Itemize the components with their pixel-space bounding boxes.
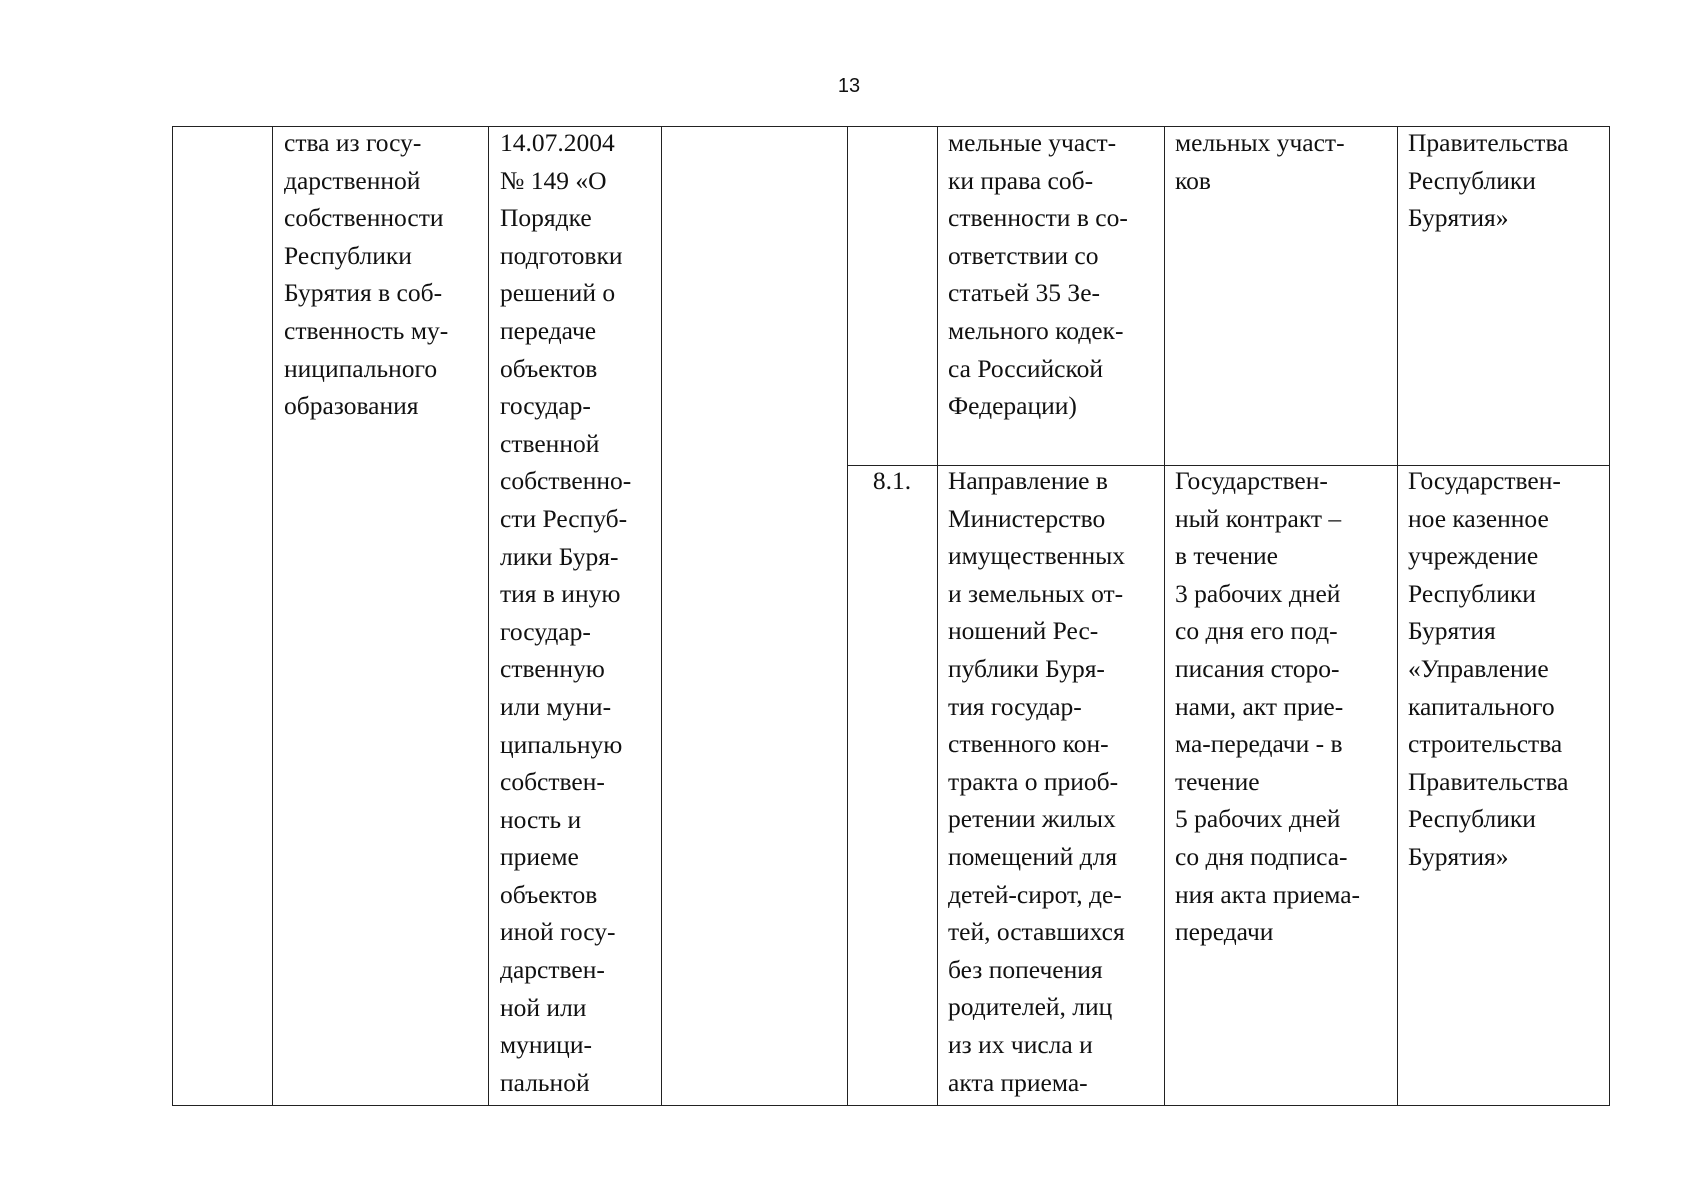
transfer-subject-cell: ства из госу- дарственной собственности Республики Бурятия в соб- ственность му- ниципального образования [284, 128, 449, 421]
table-border-right [1609, 126, 1610, 1106]
table-border-bottom [172, 1105, 1610, 1106]
column-divider [272, 126, 273, 1106]
page-number: 13 [837, 75, 861, 97]
row2-deadline-cell: Государствен- ный контракт – в течение 3 рабочих дней со дня его под- писания сторо- нами, акт прие- ма-передачи - в течение 5 рабочих дней со дня подписа- ния акта приема- передачи [1175, 466, 1361, 947]
document-table [172, 126, 1610, 1106]
row1-action-cell: мельные участ- ки права соб- ственности в со- ответствии со статьей 35 Зе- мельного кодек- са Российской Федерации) [948, 128, 1128, 421]
column-divider [1397, 126, 1398, 1106]
column-divider [488, 126, 489, 1106]
column-divider [661, 126, 662, 1106]
table-border-left [172, 126, 173, 1106]
row2-responsible-cell: Государствен- ное казенное учреждение Республики Бурятия «Управление капитального строительства Правительства Республики Бурятия» [1408, 466, 1569, 871]
row1-responsible-cell: Правительства Республики Бурятия» [1408, 128, 1569, 233]
row2-number-cell: 8.1. [872, 466, 912, 495]
row2-action-cell: Направление в Министерство имущественных и земельных от- ношений Рес- публики Буря- тия государ- ственного кон- тракта о приоб- ретении жилых помещений для детей-сирот, де- тей, оставшихся без попечения родителей, лиц из их числа и акта приема- [948, 466, 1125, 1097]
row1-deadline-cell: мельных участ- ков [1175, 128, 1345, 195]
column-divider [937, 126, 938, 1106]
legal-basis-cell: 14.07.2004 № 149 «О Порядке подготовки решений о передаче объектов государ- ственной собственно- сти Респуб- лики Буря- тия в иную государ- ственную или муни- ципальную собствен- ность и приеме объектов иной госу- дарствен- ной или муници- пальной [500, 128, 632, 1097]
column-divider [1164, 126, 1165, 1106]
column-divider [847, 126, 848, 1106]
